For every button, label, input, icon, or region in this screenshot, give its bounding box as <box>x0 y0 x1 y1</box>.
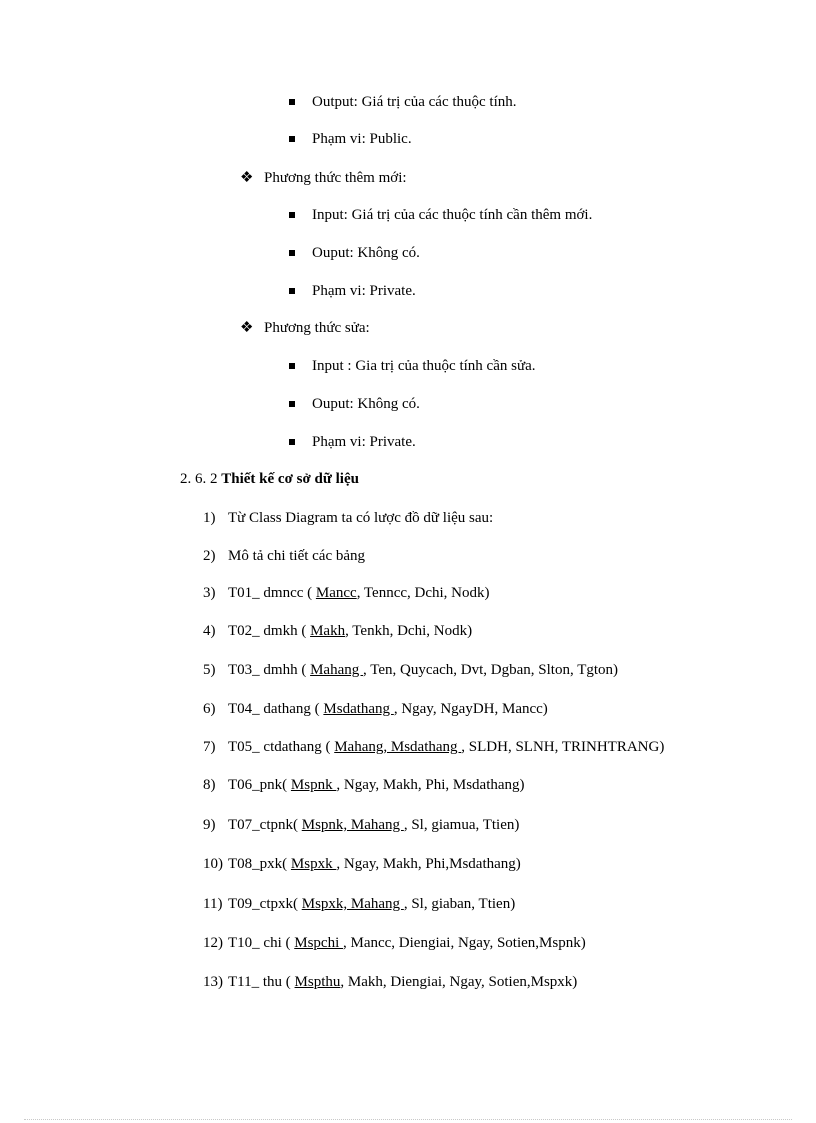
primary-key: Mspnk <box>290 777 337 793</box>
item-number: 6) <box>203 701 216 717</box>
item-number: 5) <box>203 662 216 678</box>
item-number: 2) <box>203 548 216 564</box>
item-fields: , SLDH, SLNH, TRINHTRANG) <box>461 739 665 755</box>
item-text: T09_ctpxk( <box>228 896 302 912</box>
item-number: 9) <box>203 817 216 833</box>
item-number: 4) <box>203 623 216 639</box>
item-text: T01_ dmncc ( <box>228 585 316 601</box>
item-text: Từ Class Diagram ta có lược đồ dữ liệu sau: <box>228 510 494 526</box>
item-fields: , Sl, giamua, Ttien) <box>403 817 520 833</box>
diamond-bullet-icon: ❖ <box>240 320 254 336</box>
bullet-text: Phạm vi: Private. <box>312 283 416 299</box>
square-bullet-icon <box>289 99 295 105</box>
square-bullet-icon <box>289 439 295 445</box>
primary-key: Mancc <box>315 585 357 601</box>
bullet-text: Phạm vi: Private. <box>312 434 416 450</box>
item-number: 8) <box>203 777 216 793</box>
diamond-bullet-icon: ❖ <box>240 170 254 186</box>
bullet-text: Input : Gia trị của thuộc tính cần sửa. <box>312 358 536 374</box>
item-fields: , Ngay, Makh, Phi, Msdathang) <box>336 777 525 793</box>
primary-key: Makh <box>310 623 346 639</box>
bullet-text: Ouput: Không có. <box>312 245 420 261</box>
primary-key: Mahang <box>310 662 363 678</box>
primary-key: Mspnk, Mahang <box>301 817 404 833</box>
square-bullet-icon <box>289 250 295 256</box>
item-text: T10_ chi ( <box>228 935 295 951</box>
item-fields: , Mancc, Diengiai, Ngay, Sotien,Mspnk) <box>342 935 586 951</box>
primary-key: Mspchi <box>294 935 343 951</box>
primary-key: Mahang, Msdathang <box>334 739 462 755</box>
item-fields: , Ten, Quycach, Dvt, Dgban, Slton, Tgton) <box>362 662 619 678</box>
primary-key: Mspxk <box>290 856 337 872</box>
item-text: T07_ctpnk( <box>228 817 302 833</box>
item-fields: , Sl, giaban, Ttien) <box>403 896 516 912</box>
item-number: 11) <box>203 896 223 912</box>
primary-key: Mspxk, Mahang <box>301 896 404 912</box>
item-number: 13) <box>203 974 223 990</box>
section-title: Thiết kế cơ sở dữ liệu <box>221 471 359 487</box>
square-bullet-icon <box>289 288 295 294</box>
item-text: Mô tả chi tiết các bảng <box>228 548 366 564</box>
item-fields: , Tenncc, Dchi, Nodk) <box>356 585 490 601</box>
bullet-text: Ouput: Không có. <box>312 396 420 412</box>
square-bullet-icon <box>289 363 295 369</box>
item-fields: , Ngay, Makh, Phi,Msdathang) <box>336 856 521 872</box>
item-number: 12) <box>203 935 223 951</box>
item-number: 3) <box>203 585 216 601</box>
item-number: 10) <box>203 856 223 872</box>
item-text: T05_ ctdathang ( <box>228 739 335 755</box>
page-bottom-divider <box>24 1119 792 1120</box>
item-text: T11_ thu ( <box>228 974 295 990</box>
primary-key: Mspthu <box>294 974 341 990</box>
bullet-text: Phạm vi: Public. <box>312 131 412 147</box>
item-text: T08_pxk( <box>228 856 291 872</box>
item-number: 1) <box>203 510 216 526</box>
method-text: Phương thức thêm mới: <box>264 170 407 186</box>
section-number: 2. 6. 2 <box>180 471 218 487</box>
bullet-text: Input: Giá trị của các thuộc tính cần thêm mới. <box>312 207 593 223</box>
square-bullet-icon <box>289 212 295 218</box>
item-fields: , Tenkh, Dchi, Nodk) <box>345 623 473 639</box>
item-fields: , Ngay, NgayDH, Mancc) <box>393 701 548 717</box>
item-number: 7) <box>203 739 216 755</box>
item-text: T03_ dmhh ( <box>228 662 311 678</box>
bullet-text: Output: Giá trị của các thuộc tính. <box>312 94 517 110</box>
item-text: T04_ dathang ( <box>228 701 324 717</box>
item-fields: , Makh, Diengiai, Ngay, Sotien,Mspxk) <box>340 974 578 990</box>
square-bullet-icon <box>289 401 295 407</box>
method-text: Phương thức sửa: <box>264 320 370 336</box>
square-bullet-icon <box>289 136 295 142</box>
item-text: T02_ dmkh ( <box>228 623 311 639</box>
item-text: T06_pnk( <box>228 777 291 793</box>
primary-key: Msdathang <box>323 701 394 717</box>
